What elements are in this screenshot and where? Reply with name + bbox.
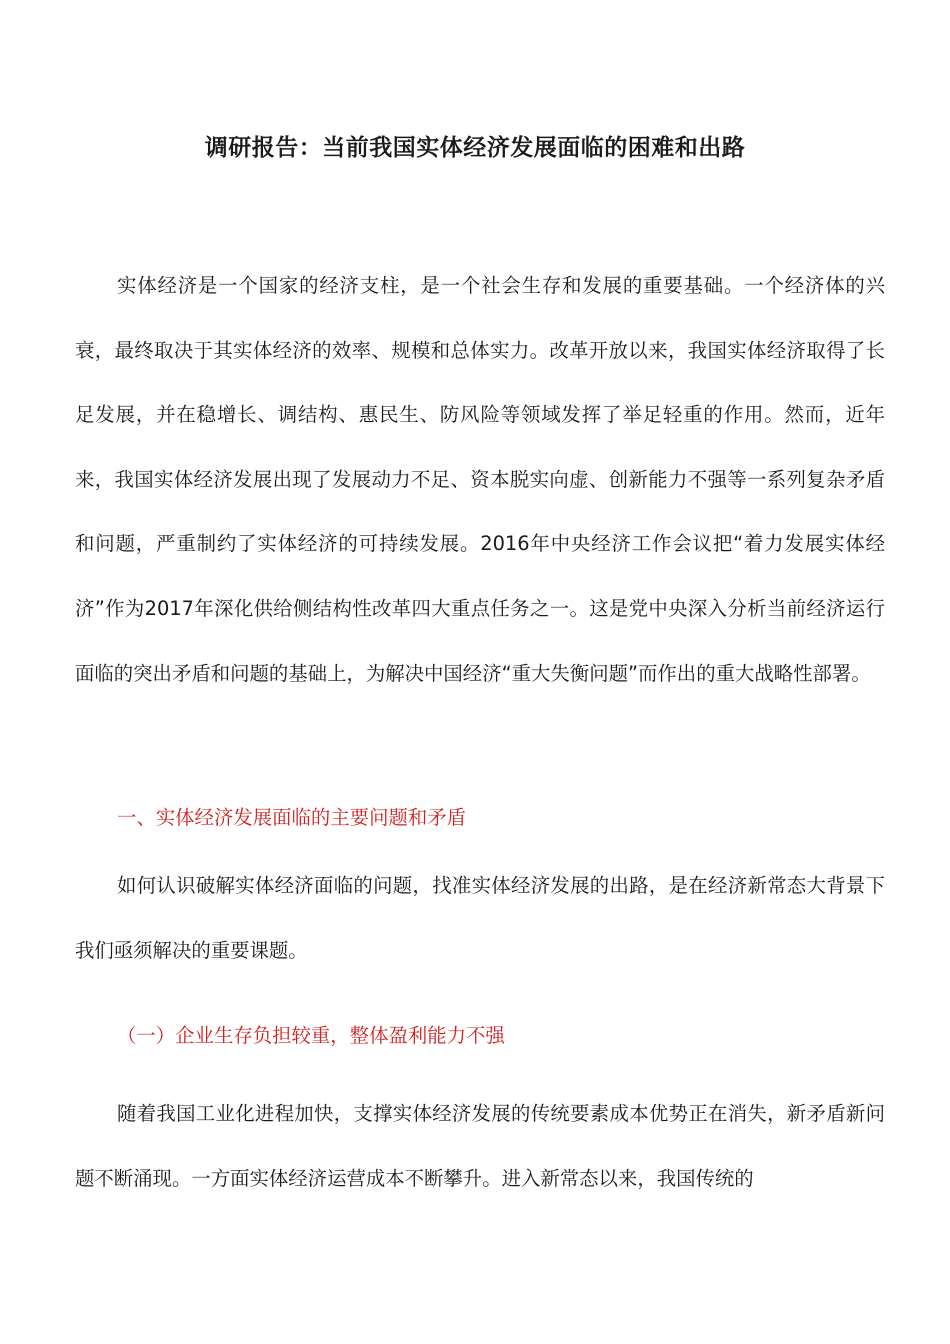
document-title: 调研报告：当前我国实体经济发展面临的困难和出路 [204,135,746,162]
section-heading-1: 一、实体经济发展面临的主要问题和矛盾 [117,806,467,829]
subsection-heading-1: （一）企业生存负担较重，整体盈利能力不强 [117,1024,505,1047]
section-1-paragraph: 如何认识破解实体经济面临的问题，找准实体经济发展的出路，是在经济新常态大背景下我们亟须解决的重要课题。 [75,874,885,962]
intro-paragraph: 实体经济是一个国家的经济支柱，是一个社会生存和发展的重要基础。一个经济体的兴衰，最终取决于其实体经济的效率、规模和总体实力。改革开放以来，我国实体经济取得了长足发展，并在稳增长、调结构、惠民生、防风险等领域发挥了举足轻重的作用。然而，近年来，我国实体经济发展出现了发展动力不足、资本脱实向虚、创新能力不强等一系列复杂矛盾和问题，严重制约了实体经济的可持续发展。2016年中央经济工作会议把“着力发展实体经济”作为2017年深化供给侧结构性改革四大重点任务之一。这是党中央深入分析当前经济运行面临的突出矛盾和问题的基础上，为解决中国经济“重大失衡问题”而作出的重大战略性部署。 [75,274,885,685]
subsection-1-paragraph: 随着我国工业化进程加快，支撑实体经济发展的传统要素成本优势正在消失，新矛盾新问题不断涌现。一方面实体经济运营成本不断攀升。进入新常态以来，我国传统的 [75,1102,885,1190]
